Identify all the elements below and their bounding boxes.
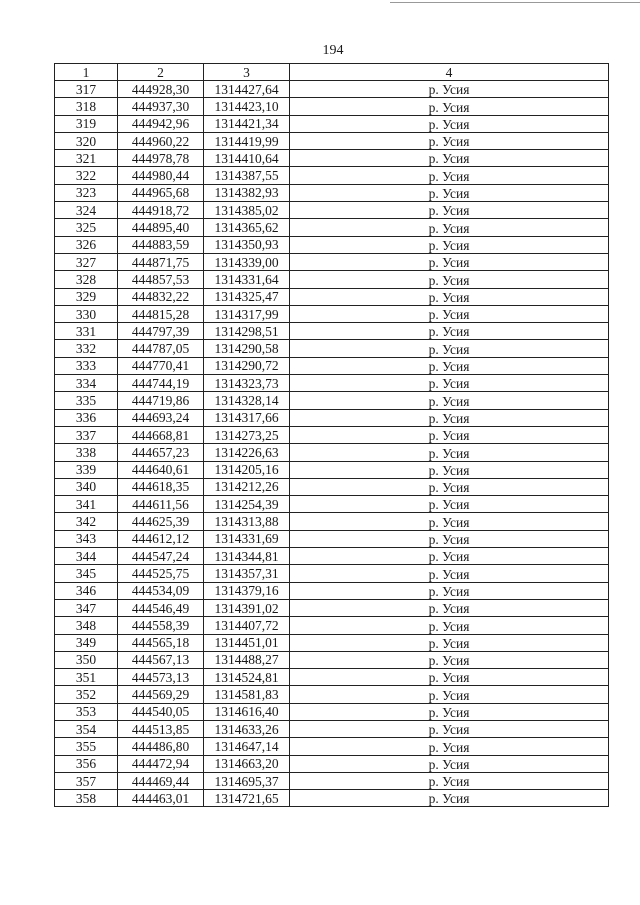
y-coordinate-cell: 1314407,72 [204, 617, 290, 634]
river-name-cell: р. Усия [290, 409, 609, 426]
header-col-1: 1 [55, 64, 118, 81]
y-coordinate-cell: 1314382,93 [204, 184, 290, 201]
river-name-cell: р. Усия [290, 669, 609, 686]
header-col-4: 4 [290, 64, 609, 81]
x-coordinate-cell: 444547,24 [118, 548, 204, 565]
point-number-cell: 340 [55, 478, 118, 495]
table-row [55, 271, 609, 288]
point-number-cell: 323 [55, 184, 118, 201]
table-row [55, 548, 609, 565]
x-coordinate-cell: 444942,96 [118, 115, 204, 132]
table-row [55, 703, 609, 720]
x-coordinate-cell: 444978,78 [118, 150, 204, 167]
table-row [55, 340, 609, 357]
table-row [55, 357, 609, 374]
x-coordinate-cell: 444744,19 [118, 375, 204, 392]
y-coordinate-cell: 1314328,14 [204, 392, 290, 409]
river-name-cell: р. Усия [290, 271, 609, 288]
x-coordinate-cell: 444513,85 [118, 720, 204, 737]
river-name-cell: р. Усия [290, 375, 609, 392]
y-coordinate-cell: 1314524,81 [204, 669, 290, 686]
point-number-cell: 356 [55, 755, 118, 772]
river-name-cell: р. Усия [290, 772, 609, 789]
point-number-cell: 349 [55, 634, 118, 651]
point-number-cell: 317 [55, 81, 118, 98]
point-number-cell: 330 [55, 305, 118, 322]
x-coordinate-cell: 444640,61 [118, 461, 204, 478]
page-number: 194 [322, 43, 344, 58]
table-row [55, 132, 609, 149]
header-col-3: 3 [204, 64, 290, 81]
river-name-cell: р. Усия [290, 582, 609, 599]
x-coordinate-cell: 444558,39 [118, 617, 204, 634]
table-row [55, 98, 609, 115]
y-coordinate-cell: 1314325,47 [204, 288, 290, 305]
x-coordinate-cell: 444611,56 [118, 496, 204, 513]
point-number-cell: 355 [55, 738, 118, 755]
x-coordinate-cell: 444883,59 [118, 236, 204, 253]
river-name-cell: р. Усия [290, 323, 609, 340]
point-number-cell: 342 [55, 513, 118, 530]
river-name-cell: р. Усия [290, 81, 609, 98]
coordinates-table [54, 63, 609, 807]
point-number-cell: 358 [55, 790, 118, 807]
point-number-cell: 339 [55, 461, 118, 478]
x-coordinate-cell: 444871,75 [118, 253, 204, 270]
river-name-cell: р. Усия [290, 634, 609, 651]
point-number-cell: 341 [55, 496, 118, 513]
y-coordinate-cell: 1314663,20 [204, 755, 290, 772]
point-number-cell: 334 [55, 375, 118, 392]
table-row [55, 219, 609, 236]
river-name-cell: р. Усия [290, 651, 609, 668]
table-row [55, 496, 609, 513]
point-number-cell: 325 [55, 219, 118, 236]
table-row [55, 651, 609, 668]
river-name-cell: р. Усия [290, 565, 609, 582]
river-name-cell: р. Усия [290, 288, 609, 305]
x-coordinate-cell: 444486,80 [118, 738, 204, 755]
y-coordinate-cell: 1314290,72 [204, 357, 290, 374]
point-number-cell: 348 [55, 617, 118, 634]
point-number-cell: 346 [55, 582, 118, 599]
table-row [55, 582, 609, 599]
river-name-cell: р. Усия [290, 686, 609, 703]
x-coordinate-cell: 444567,13 [118, 651, 204, 668]
table-row [55, 167, 609, 184]
x-coordinate-cell: 444569,29 [118, 686, 204, 703]
point-number-cell: 332 [55, 340, 118, 357]
river-name-cell: р. Усия [290, 150, 609, 167]
x-coordinate-cell: 444980,44 [118, 167, 204, 184]
river-name-cell: р. Усия [290, 219, 609, 236]
table-body [55, 81, 609, 807]
x-coordinate-cell: 444960,22 [118, 132, 204, 149]
x-coordinate-cell: 444787,05 [118, 340, 204, 357]
y-coordinate-cell: 1314391,02 [204, 599, 290, 616]
table-row [55, 81, 609, 98]
table-row [55, 288, 609, 305]
table-row [55, 634, 609, 651]
table-row [55, 392, 609, 409]
x-coordinate-cell: 444770,41 [118, 357, 204, 374]
point-number-cell: 331 [55, 323, 118, 340]
y-coordinate-cell: 1314331,69 [204, 530, 290, 547]
table-row [55, 236, 609, 253]
point-number-cell: 344 [55, 548, 118, 565]
river-name-cell: р. Усия [290, 426, 609, 443]
y-coordinate-cell: 1314344,81 [204, 548, 290, 565]
point-number-cell: 327 [55, 253, 118, 270]
table-row [55, 305, 609, 322]
table-row [55, 599, 609, 616]
y-coordinate-cell: 1314488,27 [204, 651, 290, 668]
y-coordinate-cell: 1314254,39 [204, 496, 290, 513]
point-number-cell: 352 [55, 686, 118, 703]
y-coordinate-cell: 1314427,64 [204, 81, 290, 98]
x-coordinate-cell: 444693,24 [118, 409, 204, 426]
table-row [55, 150, 609, 167]
x-coordinate-cell: 444618,35 [118, 478, 204, 495]
table-row [55, 513, 609, 530]
y-coordinate-cell: 1314290,58 [204, 340, 290, 357]
table-row [55, 461, 609, 478]
x-coordinate-cell: 444525,75 [118, 565, 204, 582]
y-coordinate-cell: 1314421,34 [204, 115, 290, 132]
y-coordinate-cell: 1314331,64 [204, 271, 290, 288]
table-row [55, 755, 609, 772]
point-number-cell: 336 [55, 409, 118, 426]
river-name-cell: р. Усия [290, 738, 609, 755]
point-number-cell: 354 [55, 720, 118, 737]
river-name-cell: р. Усия [290, 513, 609, 530]
point-number-cell: 347 [55, 599, 118, 616]
river-name-cell: р. Усия [290, 720, 609, 737]
x-coordinate-cell: 444895,40 [118, 219, 204, 236]
y-coordinate-cell: 1314273,25 [204, 426, 290, 443]
x-coordinate-cell: 444625,39 [118, 513, 204, 530]
x-coordinate-cell: 444463,01 [118, 790, 204, 807]
river-name-cell: р. Усия [290, 548, 609, 565]
river-name-cell: р. Усия [290, 202, 609, 219]
y-coordinate-cell: 1314379,16 [204, 582, 290, 599]
table-row [55, 530, 609, 547]
table-row [55, 444, 609, 461]
y-coordinate-cell: 1314647,14 [204, 738, 290, 755]
y-coordinate-cell: 1314633,26 [204, 720, 290, 737]
table-row [55, 184, 609, 201]
point-number-cell: 335 [55, 392, 118, 409]
table-row [55, 426, 609, 443]
table-row [55, 720, 609, 737]
river-name-cell: р. Усия [290, 167, 609, 184]
y-coordinate-cell: 1314616,40 [204, 703, 290, 720]
x-coordinate-cell: 444797,39 [118, 323, 204, 340]
x-coordinate-cell: 444857,53 [118, 271, 204, 288]
table-row [55, 253, 609, 270]
y-coordinate-cell: 1314695,37 [204, 772, 290, 789]
river-name-cell: р. Усия [290, 599, 609, 616]
x-coordinate-cell: 444573,13 [118, 669, 204, 686]
table-row [55, 565, 609, 582]
point-number-cell: 353 [55, 703, 118, 720]
y-coordinate-cell: 1314423,10 [204, 98, 290, 115]
river-name-cell: р. Усия [290, 790, 609, 807]
y-coordinate-cell: 1314205,16 [204, 461, 290, 478]
point-number-cell: 326 [55, 236, 118, 253]
river-name-cell: р. Усия [290, 184, 609, 201]
point-number-cell: 337 [55, 426, 118, 443]
x-coordinate-cell: 444668,81 [118, 426, 204, 443]
river-name-cell: р. Усия [290, 530, 609, 547]
y-coordinate-cell: 1314451,01 [204, 634, 290, 651]
table-row [55, 669, 609, 686]
x-coordinate-cell: 444719,86 [118, 392, 204, 409]
y-coordinate-cell: 1314339,00 [204, 253, 290, 270]
y-coordinate-cell: 1314581,83 [204, 686, 290, 703]
point-number-cell: 320 [55, 132, 118, 149]
y-coordinate-cell: 1314387,55 [204, 167, 290, 184]
table-row [55, 115, 609, 132]
y-coordinate-cell: 1314419,99 [204, 132, 290, 149]
x-coordinate-cell: 444937,30 [118, 98, 204, 115]
point-number-cell: 345 [55, 565, 118, 582]
y-coordinate-cell: 1314365,62 [204, 219, 290, 236]
river-name-cell: р. Усия [290, 461, 609, 478]
river-name-cell: р. Усия [290, 253, 609, 270]
y-coordinate-cell: 1314317,99 [204, 305, 290, 322]
point-number-cell: 350 [55, 651, 118, 668]
river-name-cell: р. Усия [290, 98, 609, 115]
x-coordinate-cell: 444469,44 [118, 772, 204, 789]
river-name-cell: р. Усия [290, 340, 609, 357]
table-row [55, 323, 609, 340]
x-coordinate-cell: 444565,18 [118, 634, 204, 651]
x-coordinate-cell: 444965,68 [118, 184, 204, 201]
y-coordinate-cell: 1314298,51 [204, 323, 290, 340]
point-number-cell: 357 [55, 772, 118, 789]
river-name-cell: р. Усия [290, 703, 609, 720]
table-row [55, 202, 609, 219]
table-row [55, 375, 609, 392]
river-name-cell: р. Усия [290, 496, 609, 513]
point-number-cell: 338 [55, 444, 118, 461]
point-number-cell: 322 [55, 167, 118, 184]
x-coordinate-cell: 444472,94 [118, 755, 204, 772]
table-row [55, 738, 609, 755]
x-coordinate-cell: 444612,12 [118, 530, 204, 547]
point-number-cell: 329 [55, 288, 118, 305]
point-number-cell: 351 [55, 669, 118, 686]
point-number-cell: 319 [55, 115, 118, 132]
river-name-cell: р. Усия [290, 392, 609, 409]
x-coordinate-cell: 444815,28 [118, 305, 204, 322]
table-header-row [55, 64, 609, 81]
river-name-cell: р. Усия [290, 444, 609, 461]
x-coordinate-cell: 444546,49 [118, 599, 204, 616]
y-coordinate-cell: 1314721,65 [204, 790, 290, 807]
y-coordinate-cell: 1314350,93 [204, 236, 290, 253]
y-coordinate-cell: 1314313,88 [204, 513, 290, 530]
table-row [55, 409, 609, 426]
table-row [55, 772, 609, 789]
river-name-cell: р. Усия [290, 617, 609, 634]
y-coordinate-cell: 1314226,63 [204, 444, 290, 461]
table-row [55, 478, 609, 495]
river-name-cell: р. Усия [290, 305, 609, 322]
table-row [55, 790, 609, 807]
y-coordinate-cell: 1314323,73 [204, 375, 290, 392]
y-coordinate-cell: 1314357,31 [204, 565, 290, 582]
top-edge-line [390, 2, 640, 3]
y-coordinate-cell: 1314212,26 [204, 478, 290, 495]
point-number-cell: 321 [55, 150, 118, 167]
river-name-cell: р. Усия [290, 236, 609, 253]
river-name-cell: р. Усия [290, 132, 609, 149]
point-number-cell: 328 [55, 271, 118, 288]
x-coordinate-cell: 444540,05 [118, 703, 204, 720]
x-coordinate-cell: 444918,72 [118, 202, 204, 219]
x-coordinate-cell: 444534,09 [118, 582, 204, 599]
y-coordinate-cell: 1314410,64 [204, 150, 290, 167]
x-coordinate-cell: 444928,30 [118, 81, 204, 98]
river-name-cell: р. Усия [290, 115, 609, 132]
point-number-cell: 343 [55, 530, 118, 547]
x-coordinate-cell: 444657,23 [118, 444, 204, 461]
point-number-cell: 333 [55, 357, 118, 374]
y-coordinate-cell: 1314385,02 [204, 202, 290, 219]
table-row [55, 686, 609, 703]
river-name-cell: р. Усия [290, 478, 609, 495]
table-row [55, 617, 609, 634]
point-number-cell: 324 [55, 202, 118, 219]
point-number-cell: 318 [55, 98, 118, 115]
x-coordinate-cell: 444832,22 [118, 288, 204, 305]
river-name-cell: р. Усия [290, 755, 609, 772]
header-col-2: 2 [118, 64, 204, 81]
river-name-cell: р. Усия [290, 357, 609, 374]
y-coordinate-cell: 1314317,66 [204, 409, 290, 426]
